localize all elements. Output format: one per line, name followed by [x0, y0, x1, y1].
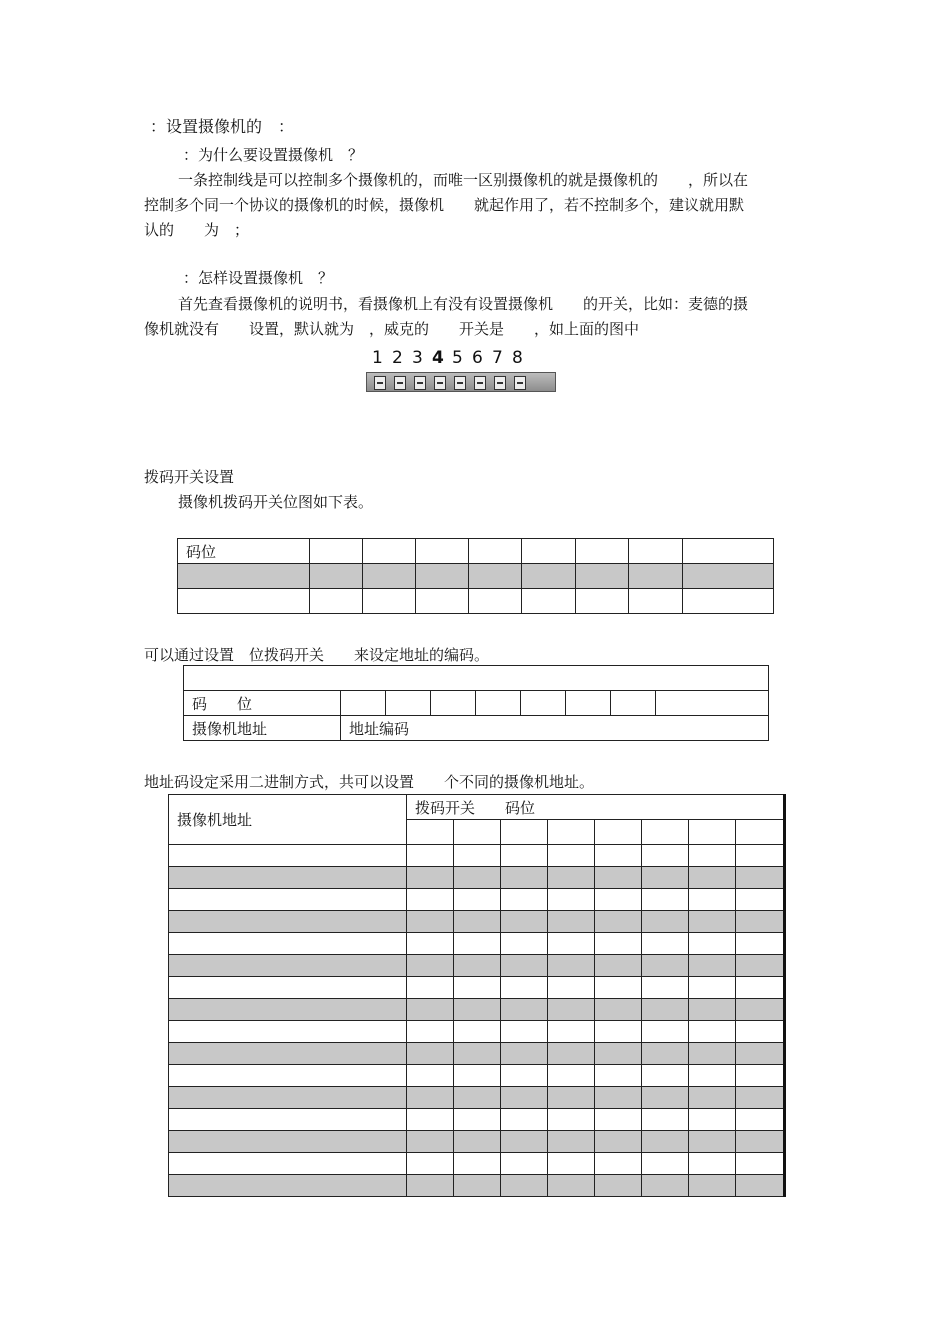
- dip-switch-figure: [366, 348, 556, 394]
- table-row: [169, 1087, 785, 1109]
- dip-key: [454, 376, 466, 390]
- table-row: [169, 1109, 785, 1131]
- dip-number: 2: [392, 348, 403, 368]
- table-row: [169, 1043, 785, 1065]
- table-row: [169, 1131, 785, 1153]
- address-code-table: [183, 665, 769, 741]
- paragraph-line: 认的 为 ；: [144, 221, 250, 239]
- paragraph-line: 地址码设定采用二进制方式，共可以设置 个不同的摄像机地址。: [144, 773, 595, 791]
- table-row: [169, 933, 785, 955]
- dip-number: 6: [472, 348, 483, 368]
- table-row: [169, 867, 785, 889]
- row-label: 摄像机地址: [184, 716, 341, 741]
- table-row: [169, 955, 785, 977]
- table-row: [169, 977, 785, 999]
- table-row: [169, 1153, 785, 1175]
- table-row: [169, 1021, 785, 1043]
- dip-number: 4: [432, 348, 444, 368]
- table-row: [169, 999, 785, 1021]
- dip-switch-numbers: [366, 348, 556, 368]
- address-table: [168, 794, 786, 1197]
- section-heading: ：设置摄像机的 ：: [150, 117, 295, 136]
- table-header: 拨码开关 码位: [407, 795, 785, 820]
- dip-key: [374, 376, 386, 390]
- row-value: 地址编码: [341, 716, 769, 741]
- dip-key: [414, 376, 426, 390]
- row-label: 码 位: [184, 691, 341, 716]
- paragraph-line: 一条控制线是可以控制多个摄像机的，而唯一区别摄像机的就是摄像机的 ，所以在: [178, 171, 749, 189]
- dip-number: 5: [452, 348, 463, 368]
- table-header: 码位: [178, 539, 310, 564]
- table-row: [169, 1175, 785, 1197]
- dip-number: 7: [492, 348, 503, 368]
- dip-switch-body: [366, 372, 556, 392]
- paragraph-line: 首先查看摄像机的说明书，看摄像机上有没有设置摄像机 的开关，比如：麦德的摄: [178, 295, 749, 313]
- table-row: [169, 845, 785, 867]
- dip-bit-table: [177, 538, 774, 614]
- paragraph-line: 控制多个同一个协议的摄像机的时候，摄像机 就起作用了，若不控制多个，建议就用默: [144, 196, 745, 214]
- paragraph-line: 可以通过设置 位拨码开关 来设定地址的编码。: [144, 646, 490, 664]
- paragraph-line: 像机就没有 设置，默认就为 ，威克的 开关是 ，如上面的图中: [144, 320, 640, 338]
- dip-number: 1: [372, 348, 383, 368]
- question-why: ：为什么要设置摄像机 ？: [183, 146, 364, 164]
- table-row: [169, 889, 785, 911]
- section-title: 拨码开关设置: [144, 468, 235, 486]
- dip-number: 8: [512, 348, 523, 368]
- dip-key: [514, 376, 526, 390]
- table-header: 摄像机地址: [169, 795, 407, 845]
- question-how: ：怎样设置摄像机 ？: [183, 269, 334, 287]
- section-intro: 摄像机拨码开关位图如下表。: [178, 493, 374, 511]
- dip-key: [474, 376, 486, 390]
- dip-key: [394, 376, 406, 390]
- dip-key: [494, 376, 506, 390]
- dip-key: [434, 376, 446, 390]
- table-row: [169, 1065, 785, 1087]
- dip-number: 3: [412, 348, 423, 368]
- table-row: [169, 911, 785, 933]
